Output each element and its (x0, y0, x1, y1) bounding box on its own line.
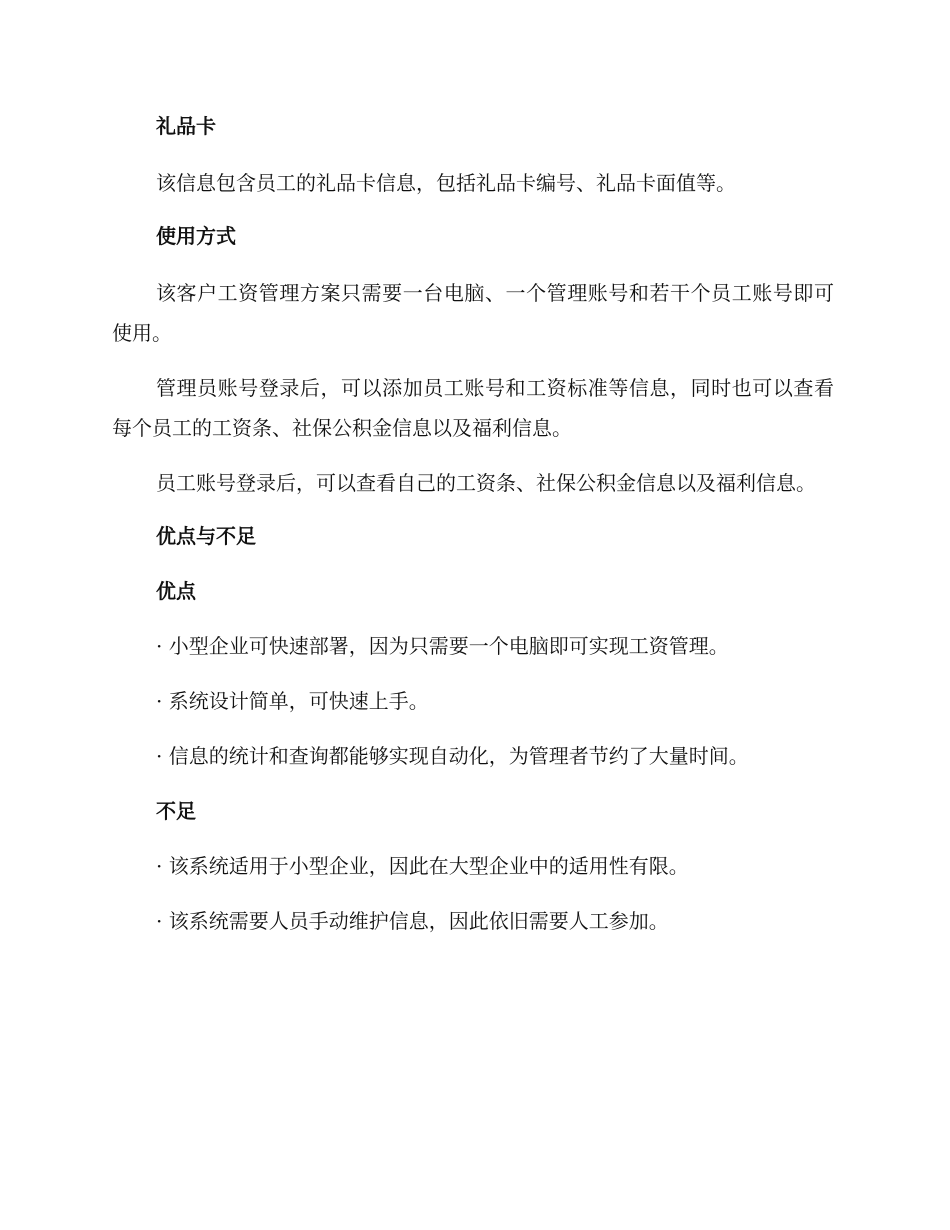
paragraph-usage-3: 员工账号登录后，可以查看自己的工资条、社保公积金信息以及福利信息。 (156, 471, 816, 495)
heading-gift-card: 礼品卡 (156, 114, 216, 138)
heading-pros: 优点 (156, 579, 196, 603)
paragraph-usage-2: 管理员账号登录后，可以添加员工账号和工资标准等信息，同时也可以查看每个员工的工资条、社保公积金信息以及福利信息。 (112, 376, 834, 440)
list-item-con-1: · 该系统适用于小型企业，因此在大型企业中的适用性有限。 (156, 854, 689, 878)
list-item-pro-3: · 信息的统计和查询都能够实现自动化，为管理者节约了大量时间。 (156, 744, 749, 768)
paragraph-usage-1: 该客户工资管理方案只需要一台电脑、一个管理账号和若干个员工账号即可使用。 (112, 281, 834, 345)
heading-usage: 使用方式 (156, 224, 236, 248)
heading-cons: 不足 (156, 799, 196, 823)
heading-pros-cons: 优点与不足 (156, 524, 256, 548)
list-item-con-2: · 该系统需要人员手动维护信息，因此依旧需要人工参加。 (156, 909, 669, 933)
list-item-pro-2: · 系统设计简单，可快速上手。 (156, 689, 429, 713)
list-item-pro-1: · 小型企业可快速部署，因为只需要一个电脑即可实现工资管理。 (156, 634, 729, 658)
paragraph-gift-card: 该信息包含员工的礼品卡信息，包括礼品卡编号、礼品卡面值等。 (156, 171, 736, 195)
document-content (112, 108, 834, 939)
